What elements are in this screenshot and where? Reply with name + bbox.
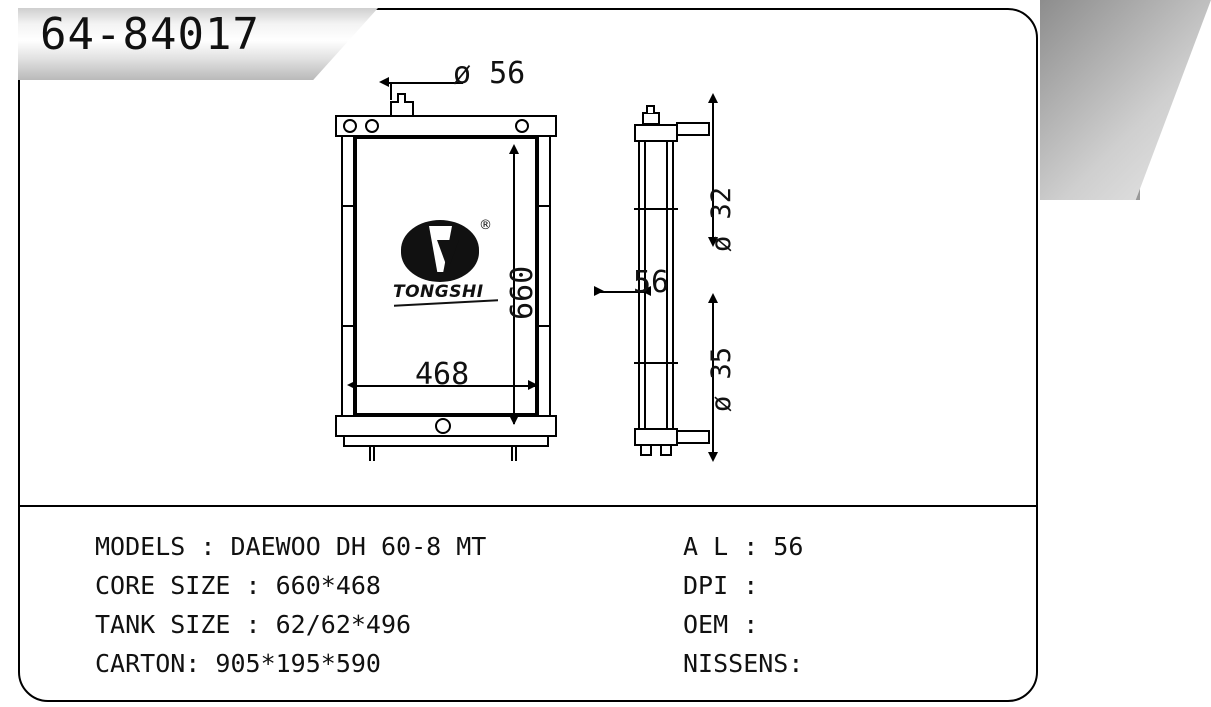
width-dim-arrow-right xyxy=(528,380,538,390)
corner-wedge-light xyxy=(1040,0,1211,200)
filler-neck xyxy=(390,101,414,117)
logo-wordmark: TONGSHI xyxy=(393,282,484,302)
spec-carton: CARTON: 905*195*590 xyxy=(95,649,381,678)
bottom-hose-dim-arrow-up xyxy=(708,293,718,303)
side-bracket-lower xyxy=(634,362,678,364)
side-foot-right xyxy=(660,446,672,456)
height-dim-arrow-up xyxy=(509,144,519,154)
neck-dim-ext xyxy=(390,82,392,100)
channel-tick xyxy=(537,325,551,327)
channel-tick xyxy=(341,325,355,327)
spec-column-right xyxy=(683,527,803,683)
channel-tick xyxy=(537,205,551,207)
bottom-hose-dim-arrow-down xyxy=(708,452,718,462)
spec-al: A L : 56 xyxy=(683,532,804,561)
neck-dim-label: ø 56 xyxy=(453,56,526,91)
spec-models: MODELS : DAEWOO DH 60-8 MT xyxy=(95,532,487,561)
brand-logo xyxy=(393,220,503,310)
front-drain-right xyxy=(511,447,517,461)
front-left-channel xyxy=(341,137,355,415)
front-base-rail xyxy=(343,437,549,447)
mount-hole-icon xyxy=(365,119,379,133)
spec-dpi: DPI : xyxy=(683,571,759,600)
part-number: 64-84017 xyxy=(40,9,260,60)
mount-hole-icon xyxy=(343,119,357,133)
filler-neck-stub xyxy=(397,93,406,103)
height-dim-arrow-down xyxy=(509,415,519,425)
width-dim-arrow-left xyxy=(347,380,357,390)
height-dim-label: 660 xyxy=(505,265,540,320)
side-lower-outlet xyxy=(676,430,710,444)
side-bottom-tank xyxy=(634,428,678,446)
top-hose-dim-label: ø 32 xyxy=(706,186,737,252)
depth-dim-label: 56 xyxy=(633,265,670,300)
neck-dim-line xyxy=(383,82,463,84)
mount-hole-icon xyxy=(435,418,451,434)
neck-dim-arrow xyxy=(379,77,389,87)
side-upper-outlet xyxy=(676,122,710,136)
bottom-hose-dim-label: ø 35 xyxy=(706,346,737,412)
side-foot-left xyxy=(640,446,652,456)
spec-core-size: CORE SIZE : 660*468 xyxy=(95,571,381,600)
width-dim-label: 468 xyxy=(415,357,470,392)
depth-dim-arrow-left xyxy=(594,286,604,296)
spec-oem: OEM : xyxy=(683,610,759,639)
frame-divider xyxy=(18,505,1038,507)
top-hose-dim-arrow-up xyxy=(708,93,718,103)
side-filler-cap-stub xyxy=(646,105,655,113)
spec-nissens: NISSENS: xyxy=(683,649,804,678)
spec-tank-size: TANK SIZE : 62/62*496 xyxy=(95,610,412,639)
registered-mark: ® xyxy=(479,218,492,233)
spec-column-left xyxy=(95,527,486,683)
side-bracket-upper xyxy=(634,208,678,210)
channel-tick xyxy=(341,205,355,207)
front-drain-left xyxy=(369,447,375,461)
mount-hole-icon xyxy=(515,119,529,133)
